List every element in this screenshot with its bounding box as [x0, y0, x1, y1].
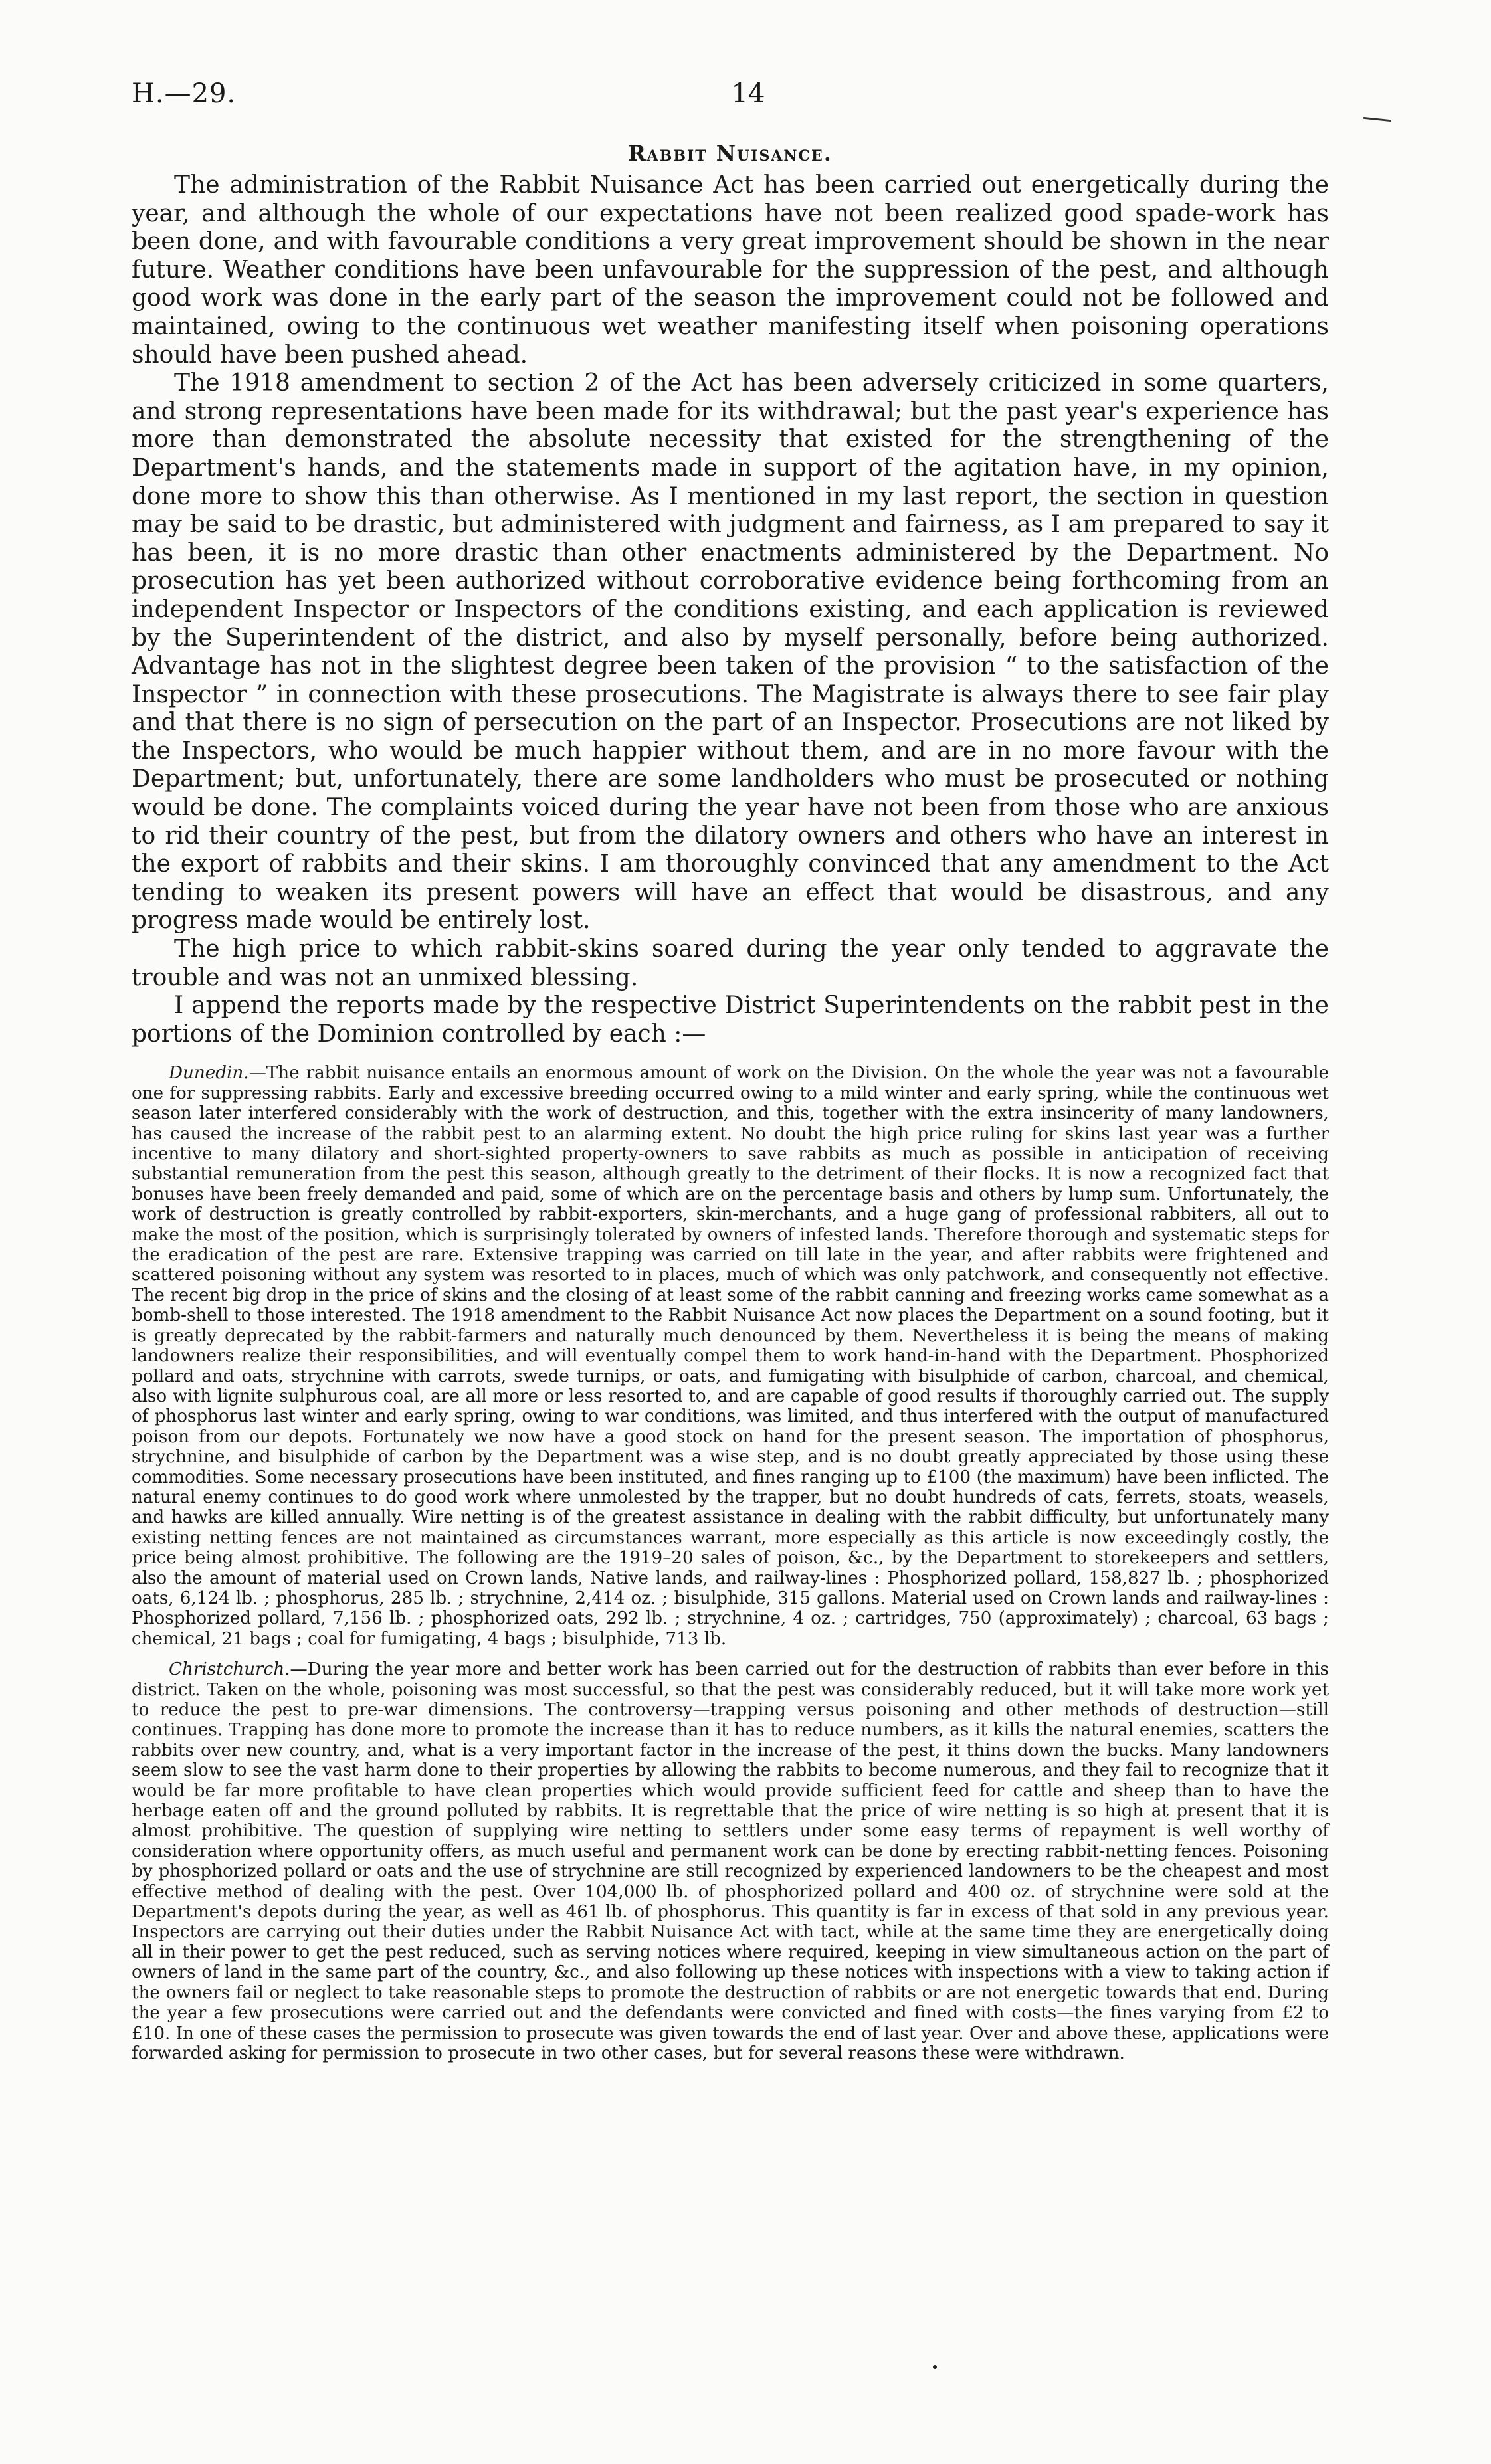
- report-place-name: Christchurch.: [169, 1659, 290, 1680]
- report-dunedin: [132, 1063, 1329, 1649]
- document-reference: H.—29.: [132, 78, 237, 109]
- report-place-name: Dunedin.: [169, 1063, 249, 1084]
- report-christchurch: [132, 1659, 1329, 2063]
- footer-dot: [933, 2365, 937, 2369]
- paragraph-administration: The administration of the Rabbit Nuisance Act has been carried out energetically during the year, and although the whole of our expectations have not been realized good spade-work has been done, and with favourable conditions a very great improvement should be shown in the near future. Weather conditions have been unfavourable for the suppression of the pest, and although good work was done in the early part of the season the improvement could not be followed and maintained, owing to the continuous wet weather manifesting itself when poisoning operations should have been pushed ahead.: [132, 171, 1329, 369]
- report-text: —The rabbit nuisance entails an enormous amount of work on the Division. On the whole the year was not a favourable one for suppressing rabbits. Early and excessive breeding occurred owing to a mild winter and early spring, while the continuous wet season later interfered considerably with the work of destruction, and this, together with the extra insincerity of many landowners, has caused the increase of the rabbit pest to an alarming extent. No doubt the high price ruling for skins last year was a further incentive to many dilatory and short-sighted property-owners to save rabbits as much as possible in anticipation of receiving substantial remuneration from the pest this season, although greatly to the detriment of their flocks. It is now a recognized fact that bonuses have been freely demanded and paid, some of which are on the percentage basis and others by lump sum. Unfortunately, the work of destruction is greatly controlled by rabbit-exporters, skin-merchants, and a huge gang of professional rabbiters, all out to make the most of the position, which is surprisingly tolerated by owners of infested lands. Therefore thorough and systematic steps for the eradication of the pest are rare. Extensive trapping was carried on till late in the year, and after rabbits were frightened and scattered poisoning without any system was resorted to in places, much of which was only patchwork, and consequently not effective. The recent big drop in the price of skins and the closing of at least some of the rabbit canning and freezing works came somewhat as a bomb-shell to those interested. The 1918 amendment to the Rabbit Nuisance Act now places the Department on a sound footing, but it is greatly deprecated by the rabbit-farmers and naturally much denounced by them. Nevertheless it is being the means of making landowners realize their responsibilities, and will eventually compel them to work hand-in-hand with the Department. Phosphorized pollard and oats, strychnine with carrots, swede turnips, or oats, and fumigating with bisulphide of carbon, charcoal, and chemical, also with lignite sulphurous coal, are all more or less resorted to, and are capable of good results if thoroughly carried out. The supply of phosphorus last winter and early spring, owing to war conditions, was limited, and thus interfered with the output of manufactured poison from our depots. Fortunately we now have a good stock on hand for the present season. The importation of phosphorus, strychnine, and bisulphide of carbon by the Department was a wise step, and is no doubt greatly appreciated by those using these commodities. Some necessary prosecutions have been instituted, and fines ranging up to £100 (the maximum) have been inflicted. The natural enemy continues to do good work where unmolested by the trapper, but no doubt hundreds of cats, ferrets, stoats, weasels, and hawks are killed annually. Wire netting is of the greatest assistance in dealing with the rabbit difficulty, but unfortunately many existing netting fences are not maintained as circumstances warrant, more especially as this article is now exceedingly costly, the price being almost prohibitive. The following are the 1919–20 sales of poison, &c., by the Department to storekeepers and settlers, also the amount of material used on Crown lands, Native lands, and railway-lines : Phosphorized pollard, 158,827 lb. ; phosphorized oats, 6,124 lb. ; phosphorus, 285 lb. ; strychnine, 2,414 oz. ; bisulphide, 315 gallons. Material used on Crown lands and railway-lines : Phosphorized pollard, 7,156 lb. ; phosphorized oats, 292 lb. ; strychnine, 4 oz. ; cartridges, 750 (approximately) ; charcoal, 63 bags ; chemical, 21 bags ; coal for fumigating, 4 bags ; bisulphide, 713 lb.: [132, 1063, 1329, 1649]
- report-text: —During the year more and better work has been carried out for the destruction of rabbits than ever before in this district. Taken on the whole, poisoning was most successful, so that the pest was considerably reduced, but it will take more work yet to reduce the pest to pre-war dimensions. The controversy—trapping versus poisoning and other methods of destruction—still continues. Trapping has done more to promote the increase than it has to reduce numbers, as it kills the natural enemies, scatters the rabbits over new country, and, what is a very important factor in the increase of the pest, it thins down the bucks. Many landowners seem slow to see the vast harm done to their properties by allowing the rabbits to become numerous, and they fail to recognize that it would be far more profitable to have clean properties which would provide sufficient feed for cattle and sheep than to have the herbage eaten off and the ground polluted by rabbits. It is regrettable that the price of wire netting is so high at present that it is almost prohibitive. The question of supplying wire netting to settlers under some easy terms of repayment is well worthy of consideration where opportunity offers, as much useful and permanent work can be done by erecting rabbit-netting fences. Poisoning by phosphorized pollard or oats and the use of strychnine are still recognized by experienced landowners to be the cheapest and most effective method of dealing with the pest. Over 104,000 lb. of phosphorized pollard and 400 oz. of strychnine were sold at the Department's depots during the year, as well as 461 lb. of phosphorus. This quantity is far in excess of that sold in any previous year. Inspectors are carrying out their duties under the Rabbit Nuisance Act with tact, while at the same time they are energetically doing all in their power to get the pest reduced, such as serving notices where required, keeping in view simultaneous action on the part of owners of land in the same part of the country, &c., and also following up these notices with inspections with a view to taking action if the owners fail or neglect to take reasonable steps to promote the destruction of rabbits or are not energetic towards that end. During the year a few prosecutions were carried out and the defendants were convicted and fined with costs—the fines varying from £2 to £10. In one of these cases the permission to prosecute was given towards the end of last year. Over and above these, applications were forwarded asking for permission to prosecute in two other cases, but for several reasons these were withdrawn.: [132, 1659, 1329, 2063]
- section-title: Rabbit Nuisance.: [628, 141, 833, 166]
- paragraph-skin-prices: The high price to which rabbit-skins soared during the year only tended to aggravate the trouble and was not an unmixed blessing.: [132, 935, 1329, 991]
- paragraph-amendment: The 1918 amendment to section 2 of the Act has been adversely criticized in some quarters, and strong representations have been made for its withdrawal; but the past year's experience has more than demonstrated the absolute necessity that existed for the strengthening of the Department's hands, and the statements made in support of the agitation have, in my opinion, done more to show this than otherwise. As I mentioned in my last report, the section in question may be said to be drastic, but administered with judgment and fairness, as I am prepared to say it has been, it is no more drastic than other enactments administered by the Department. No prosecution has yet been authorized without corroborative evidence being forthcoming from an independent Inspector or Inspectors of the conditions existing, and each application is reviewed by the Superintendent of the district, and also by myself personally, before being authorized. Advantage has not in the slightest degree been taken of the provision “ to the satisfaction of the Inspector ” in connection with these prosecutions. The Magistrate is always there to see fair play and that there is no sign of persecution on the part of an Inspector. Prosecutions are not liked by the Inspectors, who would be much happier without them, and are in no more favour with the Department; but, unfortunately, there are some landholders who must be prosecuted or nothing would be done. The complaints voiced during the year have not been from those who are anxious to rid their country of the pest, but from the dilatory owners and others who have an interest in the export of rabbits and their skins. I am thoroughly convinced that any amendment to the Act tending to weaken its present powers will have an effect that would be disastrous, and any progress made would be entirely lost.: [132, 369, 1329, 935]
- edge-mark: [1363, 117, 1391, 122]
- paragraph-append-reports: I append the reports made by the respective District Superintendents on the rabbit pest in the portions of the Dominion controlled by each :—: [132, 992, 1329, 1048]
- page-number: 14: [731, 78, 765, 109]
- main-content: [132, 141, 1329, 2063]
- page-header: [132, 78, 1391, 125]
